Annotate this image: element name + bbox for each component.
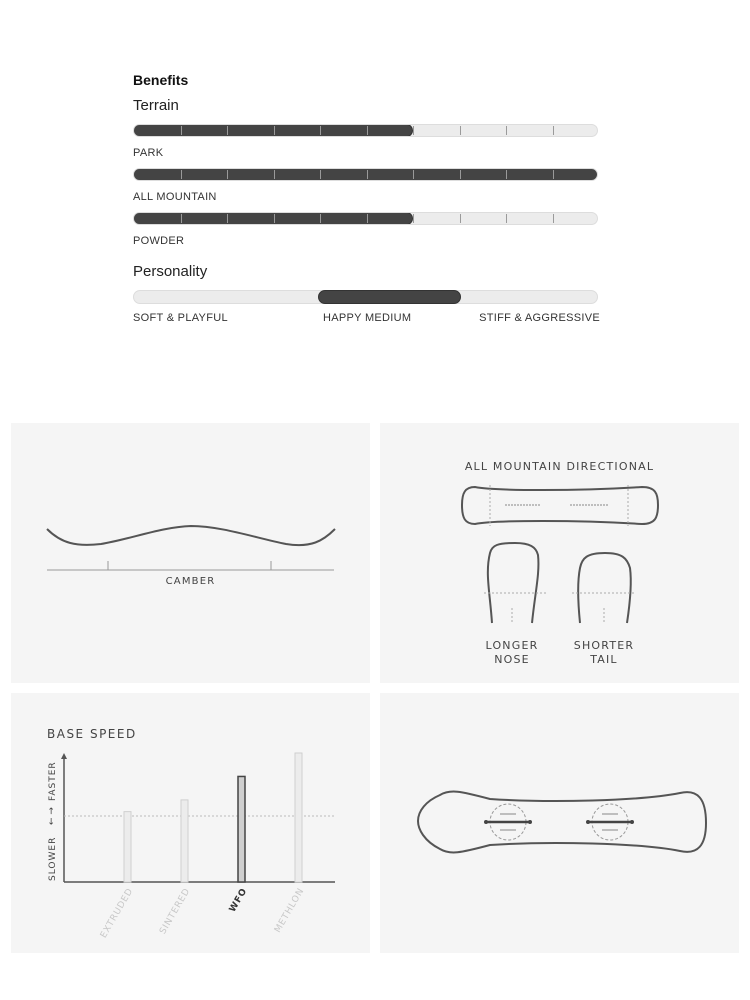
bar-label-sintered: SINTERED (158, 886, 193, 937)
benefits-heading: Benefits (133, 72, 189, 88)
terrain-meter-powder (133, 212, 600, 248)
bar-label-wfo: WFO (227, 886, 250, 915)
front-binding-icon (484, 804, 532, 840)
tail-label-line2: TAIL (590, 653, 618, 666)
personality-label-soft: SOFT & PLAYFUL (133, 312, 228, 324)
personality-label-stiff: STIFF & AGGRESSIVE (479, 312, 600, 324)
base-speed-title: BASE SPEED (47, 727, 137, 741)
terrain-meter-all-mountain (133, 168, 600, 204)
bar-sintered (181, 800, 188, 882)
nose-label (472, 639, 552, 667)
directional-board-icon (380, 423, 739, 683)
back-binding-icon (586, 804, 634, 840)
benefits-section (133, 70, 600, 328)
y-bottom-label: SLOWER (48, 836, 58, 881)
camber-profile-icon (11, 423, 370, 683)
all-mountain-meter (133, 168, 598, 181)
tail-icon (572, 553, 635, 623)
y-top-label: FASTER (48, 761, 58, 801)
nose-icon (484, 543, 546, 623)
base-speed-panel (11, 693, 370, 953)
tail-label-line1: SHORTER (573, 639, 635, 652)
all-mountain-meter-fill (133, 168, 598, 181)
svg-text:← →: ← → (47, 807, 57, 825)
all-mountain-label: ALL MOUNTAIN (133, 191, 217, 203)
bar-methlon (295, 753, 302, 882)
powder-meter-fill (133, 212, 413, 225)
shape-title: ALL MOUNTAIN DIRECTIONAL (464, 460, 655, 473)
nose-label-line1: LONGER (485, 639, 539, 652)
personality-meter (133, 290, 598, 304)
terrain-meter-park (133, 124, 600, 160)
bar-extruded (124, 812, 131, 882)
park-label: PARK (133, 147, 164, 159)
powder-meter (133, 212, 598, 225)
camber-label: CAMBER (165, 576, 216, 587)
camber-panel (11, 423, 370, 683)
powder-label: POWDER (133, 235, 185, 247)
bar-label-methlon: METHLON (273, 886, 307, 935)
stance-panel (380, 693, 739, 953)
board-stance-icon (380, 693, 739, 953)
park-meter (133, 124, 598, 137)
terrain-heading: Terrain (133, 97, 179, 114)
nose-label-line2: NOSE (494, 653, 530, 666)
personality-label-medium: HAPPY MEDIUM (323, 312, 412, 324)
personality-indicator (318, 290, 461, 304)
bar-label-extruded: EXTRUDED (98, 886, 136, 940)
tail-label (564, 639, 644, 667)
personality-labels (133, 312, 600, 328)
personality-heading: Personality (133, 263, 208, 280)
bar-wfo (238, 776, 245, 882)
park-meter-fill (133, 124, 413, 137)
shape-panel (380, 423, 739, 683)
base-speed-chart (11, 693, 370, 953)
